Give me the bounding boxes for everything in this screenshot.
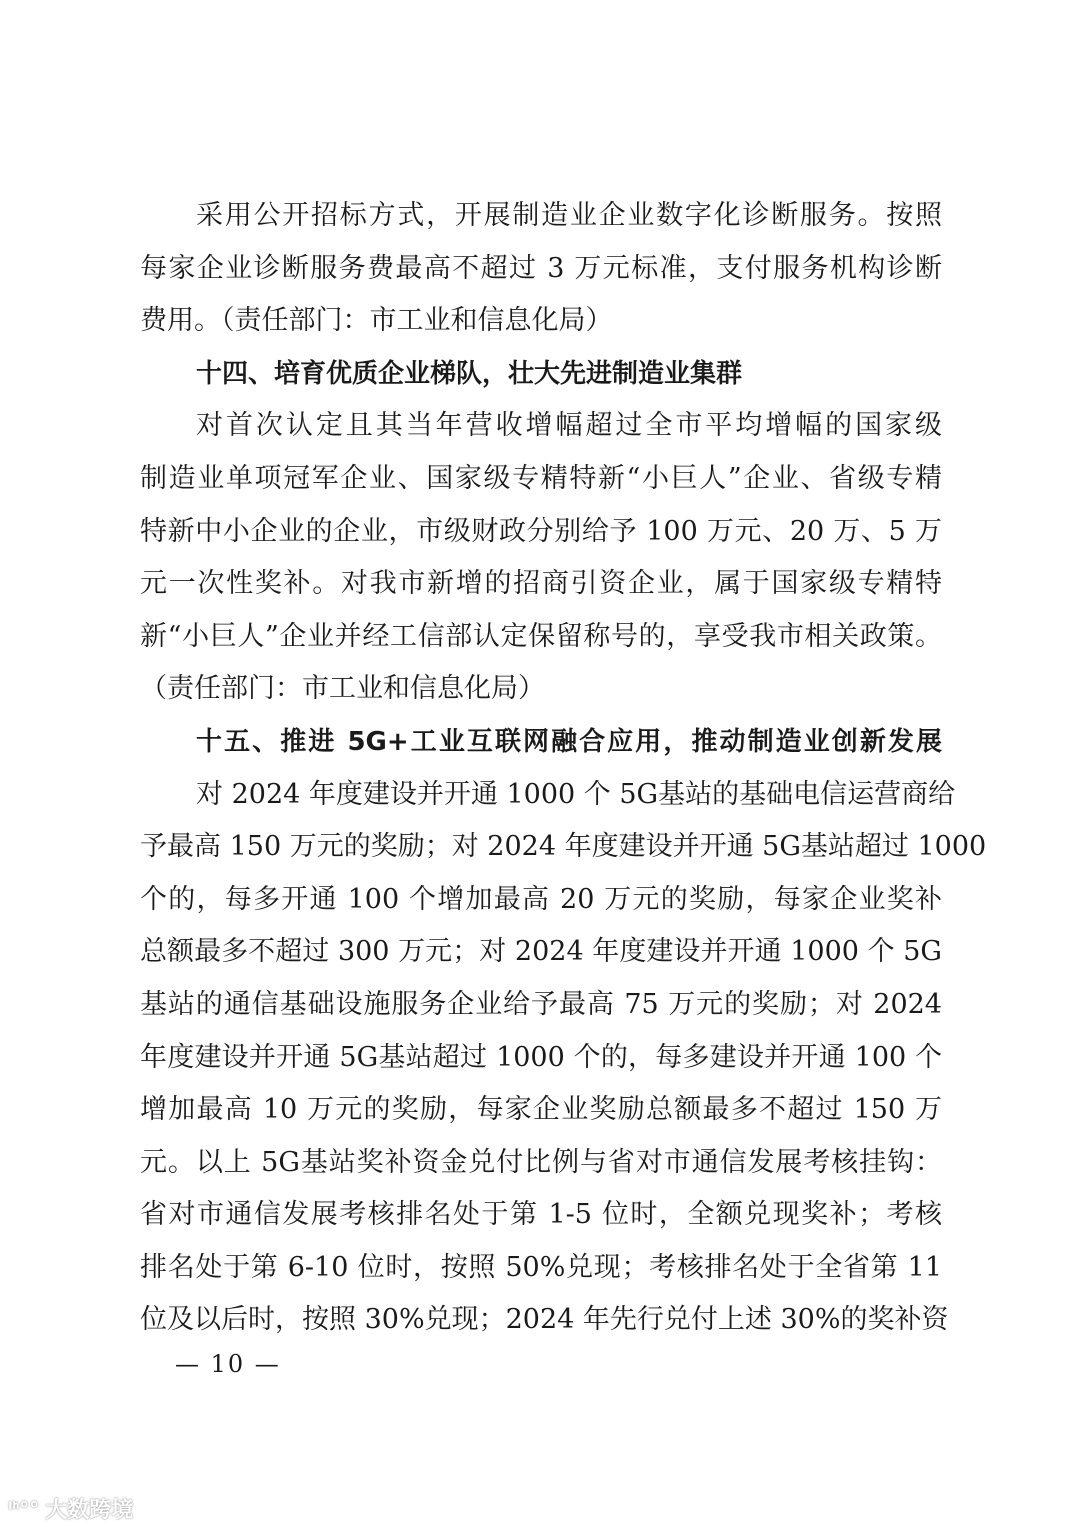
section-heading-14: 十四、培育优质企业梯队，壮大先进制造业集群 [196,358,743,389]
paragraph-line: 费用。（责任部门：市工业和信息化局） [140,305,613,337]
paragraph-line: 对首次认定且其当年营收增幅超过全市平均增幅的国家级 [196,410,942,442]
document-body [140,190,987,1347]
paragraph-line: 年度建设并开通 5G基站超过 1000 个的，每多建设并开通 100 个 [140,1041,942,1073]
paragraph-line: 总额最多不超过 300 万元；对 2024 年度建设并开通 1000 个 5G [140,936,942,968]
paragraph-line: 元。以上 5G基站奖补资金兑付比例与省对市通信发展考核挂钩： [140,1146,942,1178]
paragraph-line: 新“小巨人”企业并经工信部认定保留称号的，享受我市相关政策。 [140,620,942,652]
page-number: — 10 — [175,1350,281,1378]
paragraph-line: 采用公开招标方式，开展制造业企业数字化诊断服务。按照 [196,200,942,231]
paragraph-line: 省对市通信发展考核排名处于第 1-5 位时，全额兑现奖补；考核 [140,1199,942,1231]
watermark-text: 大数跨境 [45,1498,134,1523]
paragraph-line: 对 2024 年度建设并开通 1000 个 5G基站的基础电信运营商给 [196,778,956,810]
watermark-logo-icon: ᑊᑋ°° [8,1496,40,1521]
paragraph-line: 制造业单项冠军企业、国家级专精特新“小巨人”企业、省级专精 [140,462,942,494]
paragraph-line: 予最高 150 万元的奖励；对 2024 年度建设并开通 5G基站超过 1000 [140,831,987,863]
paragraph-line: 排名处于第 6-10 位时，按照 50%兑现；考核排名处于全省第 11 [140,1251,942,1283]
paragraph-line: 特新中小企业的企业，市级财政分别给予 100 万元、20 万、5 万 [140,515,942,547]
watermark [8,1493,133,1524]
section-heading-15: 十五、推进 5G+工业互联网融合应用，推动制造业创新发展 [196,726,942,757]
paragraph-line: 元一次性奖补。对我市新增的招商引资企业，属于国家级专精特 [140,568,942,600]
paragraph-line: 每家企业诊断服务费最高不超过 3 万元标准，支付服务机构诊断 [140,252,942,284]
paragraph-line: 增加最高 10 万元的奖励，每家企业奖励总额最多不超过 150 万 [140,1094,942,1126]
paragraph-line: 基站的通信基础设施服务企业给予最高 75 万元的奖励；对 2024 [140,988,942,1020]
paragraph-line: （责任部门：市工业和信息化局） [140,673,545,705]
paragraph-line: 位及以后时，按照 30%兑现；2024 年先行兑付上述 30%的奖补资 [140,1304,949,1336]
paragraph-line: 个的，每多开通 100 个增加最高 20 万元的奖励，每家企业奖补 [140,883,942,915]
